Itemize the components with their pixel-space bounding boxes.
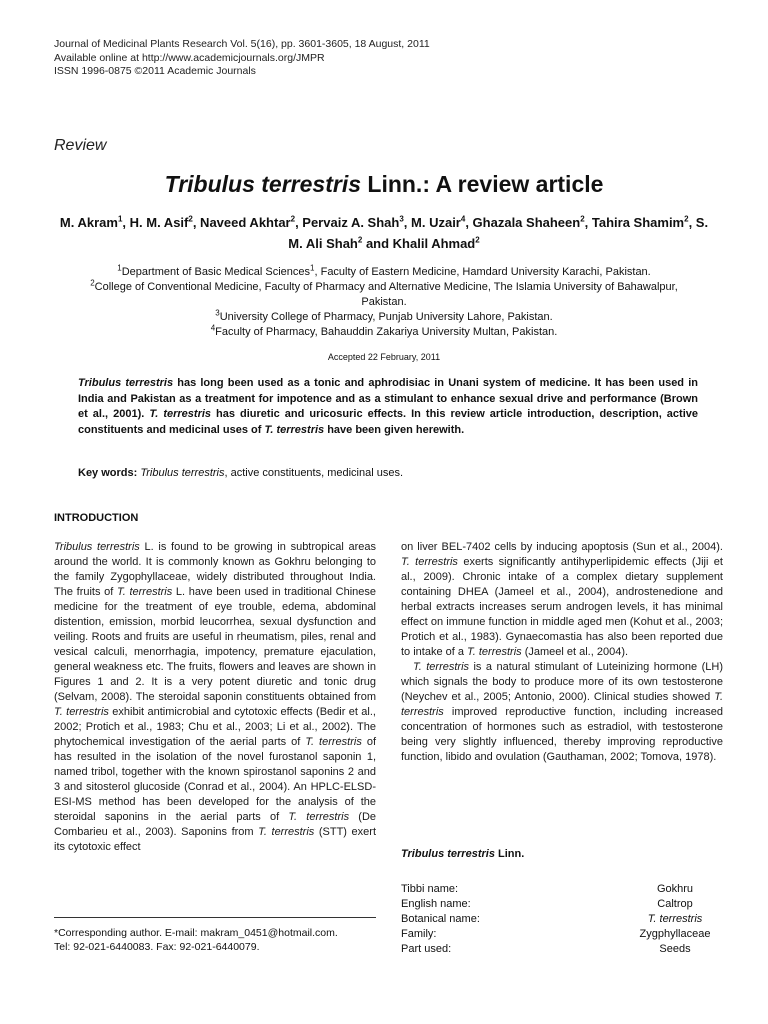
paragraph: on liver BEL-7402 cells by inducing apoptosis (Sun et al., 2004). T. terrestris exerts significantly antihyperlipidemic effects (Jiji et al., 2009). Chronic intake of a complex dietary supplement containing DHEA (Jameel et al., 2004), androstenedione and herbal extracts increases serum androgen levels, it has minimal effect on immune function in middle aged men (Kohut et al., 2003; Protich et al., 1983). Gynaecomastia has also been reported due to intake of a T. terrestris (Jameel et al., 2004). — [401, 541, 723, 658]
footnote-divider — [54, 917, 376, 918]
affiliation-1: $^1$Department of Basic Medical Sciences$^1$, Faculty of Eastern Medicine, Hamdard University Karachi, Pakistan. — [117, 263, 651, 278]
table-row: English name: Caltrop — [401, 898, 693, 910]
abstract: Tribulus terrestris has long been used as a tonic and aphrodisiac in Unani system of medicine. It has been used in India and Pakistan as a treatment for impotence and as a stimulant to enhance sexual drive and performance (Brown et al., 2001). T. terrestris has diuretic and uricosuric effects. In this review article introduction, description, active constituents and medicinal uses of T. terrestris have been given herewith. — [78, 377, 698, 436]
affiliations — [70, 265, 698, 340]
table-row: Tibbi name: Gokhru — [401, 883, 694, 895]
introduction-heading: INTRODUCTION — [54, 512, 139, 524]
body-column-right — [401, 540, 723, 765]
affiliation-2: $^2$College of Conventional Medicine, Faculty of Pharmacy and Alternative Medicine, The Islamia University of Bahawalpur, Pakistan. — [90, 278, 678, 308]
affiliation-4: $^4$Faculty of Pharmacy, Bahauddin Zakariya University Multan, Pakistan. — [210, 323, 558, 338]
body-column-left — [54, 540, 376, 855]
keywords-label: Key words: — [78, 467, 138, 479]
journal-header — [54, 38, 430, 79]
journal-url: Available online at http://www.academicjournals.org/JMPR — [54, 51, 325, 64]
table-row: Part used: Seeds — [401, 943, 691, 955]
plant-table-title: Tribulus terrestris Linn. — [401, 848, 525, 860]
journal-citation: Journal of Medicinal Plants Research Vol. 5(16), pp. 3601-3605, 18 August, 2011 — [54, 38, 430, 50]
plant-table — [401, 882, 731, 957]
table-row: Botanical name: T. terrestris — [401, 913, 703, 925]
accepted-date: Accepted 22 February, 2011 — [327, 352, 441, 362]
affiliation-3: $^3$University College of Pharmacy, Punjab University Lahore, Pakistan. — [215, 308, 553, 323]
journal-issn: ISSN 1996-0875 ©2011 Academic Journals — [54, 65, 256, 77]
footnote-phone: Tel: 92-021-6440083. Fax: 92-021-6440079. — [54, 941, 260, 953]
footnote-email: *Corresponding author. E-mail: makram_0451@hotmail.com. — [54, 927, 338, 939]
section-type: Review — [54, 137, 107, 154]
author-list: M. Akram$^1$, H. M. Asif$^2$, Naveed Akhtar$^2$, Pervaiz A. Shah$^3$, M. Uzair$^4$, Ghazala Shaheen$^2$, Tahira Shamim$^2$, S. M. Ali Shah$^2$ and Khalil Ahmad$^2$ — [59, 214, 709, 251]
article-title: Tribulus terrestris Linn.: A review article — [164, 171, 604, 197]
paragraph: T. terrestris is a natural stimulant of Luteinizing hormone (LH) which signals the body to produce more of its own testosterone (Neychev et al., 2005; Antonio, 2000). Clinical studies showed T. terrestris improved reproductive function, including increased concentration of hormones such as estradiol, with testosterone being very slightly influenced, thereby improving reproductive function, libido and ovulation (Gauthaman, 2002; Tomova, 1978). — [401, 661, 723, 763]
paragraph: Tribulus terrestris L. is found to be growing in subtropical areas around the world. It is commonly known as Gokhru belonging to the family Zygophyllaceae, widely distributed throughout India. The fruits of T. terrestris L. have been used in traditional Chinese medicine for the treatment of eye trouble, edema, abdominal distention, emission, morbid leucorrhea, sexual dysfunction and veiling. Roots and fruits are useful in rheumatism, piles, renal and vesical calculi, menorrhagia, impotency, premature ejaculation, general weakness etc. The fruits, flowers and leaves are shown in Figures 1 and 2. It is a very potent diuretic and tonic drug (Selvam, 2008). The steroidal saponin constituents obtained from T. terrestris exhibit antimicrobial and cytotoxic effects (Bedir et al., 2002; Protich et al., 1983; Chu et al., 2003; Li et al., 2002). The phytochemical investigation of the aerial parts of T. terrestris of has resulted in the isolation of the novel furostanol saponin 1, named tribol, together with the known spirostanol saponins 2 and 3 and sitosterol glucoside (Conrad et al., 2004). An HPLC-ELSD-ESI-MS method has been developed for the analysis of the steroidal saponins in the aerial parts of T. terrestris (De Combarieu et al., 2003). Saponins from T. terrestris (STT) exert its cytotoxic effect — [54, 541, 377, 853]
footnote — [54, 926, 376, 954]
keywords: Key words: Tribulus terrestris, active constituents, medicinal uses. — [78, 467, 404, 479]
table-row: Family: Zygphyllaceae — [401, 928, 711, 940]
